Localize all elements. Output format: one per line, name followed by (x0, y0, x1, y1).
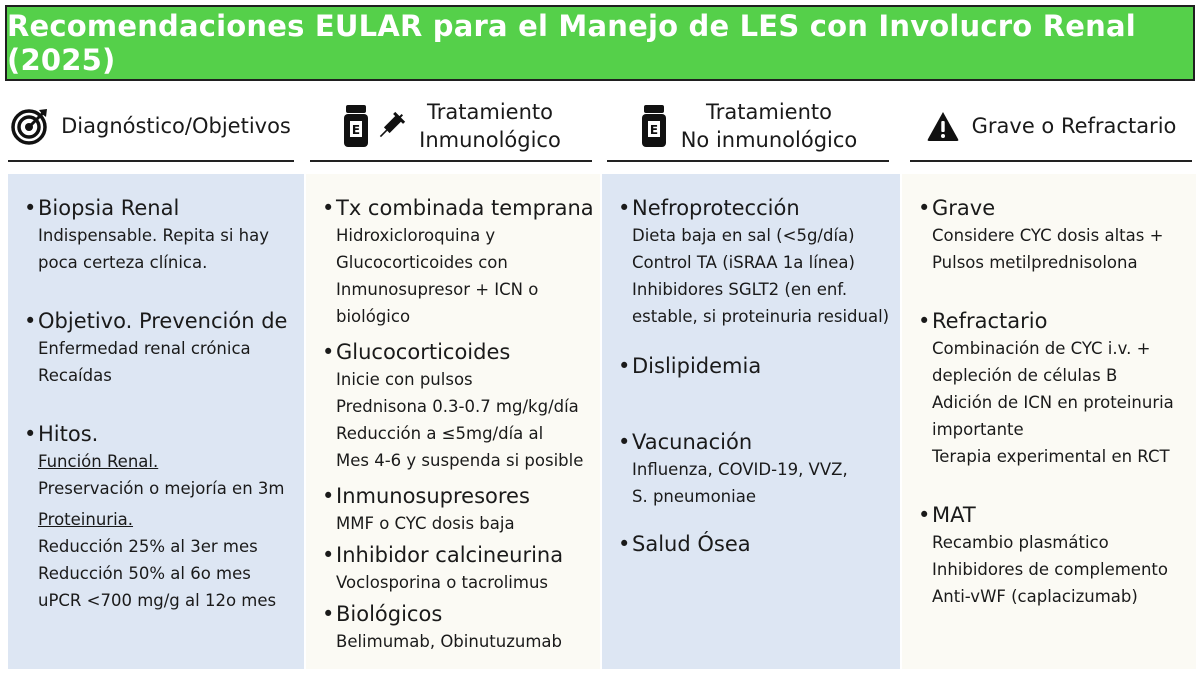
target-icon (11, 107, 49, 145)
section-objetivo: • Objetivo. Prevención de Enfermedad renal crónica Recaídas (24, 307, 304, 389)
svg-text:E: E (649, 123, 658, 137)
syringe-icon (375, 110, 407, 142)
column-title: Diagnóstico/Objetivos (61, 114, 291, 138)
section-salud-osea: • Salud Ósea (618, 530, 900, 558)
section-refractario: • Refractario Combinación de CYC i.v. + depleción de células B Adición de ICN en proteinuria importante Terapia experimental en RCT (918, 307, 1196, 470)
svg-text:E: E (352, 123, 361, 137)
column-header-tratamiento-inmunologico (310, 92, 592, 162)
panel-grave-refractario (902, 174, 1196, 669)
section-hitos: • Hitos. Función Renal. Preservación o mejoría en 3m Proteinuria. Reducción 25% al 3er mes Reducción 50% al 6o mes uPCR <700 mg/g al 12o mes (24, 420, 304, 614)
panel-tratamiento-no-inmunologico (602, 174, 900, 669)
section-tx-combinada: • Tx combinada temprana Hidroxicloroquina y Glucocorticoides con Inmunosupresor + ICN o biológico (322, 194, 600, 330)
section-grave: • Grave Considere CYC dosis altas + Pulsos metilprednisolona (918, 194, 1196, 276)
section-inhibidor-calcineurina: • Inhibidor calcineurina Voclosporina o tacrolimus (322, 541, 600, 596)
pill-bottle-icon (639, 103, 669, 149)
page-title: Recomendaciones EULAR para el Manejo de LES con Involucro Renal (2025) (7, 9, 1136, 77)
section-biopsia-renal: • Biopsia Renal Indispensable. Repita si hay poca certeza clínica. (24, 194, 304, 276)
section-mat: • MAT Recambio plasmático Inhibidores de complemento Anti-vWF (caplacizumab) (918, 501, 1196, 610)
section-inmunosupresores: • Inmunosupresores MMF o CYC dosis baja (322, 482, 600, 537)
section-dislipidemia: • Dislipidemia (618, 352, 900, 380)
pill-bottle-icon (341, 103, 371, 149)
column-header-diagnostico (8, 92, 294, 162)
column-title: Grave o Refractario (971, 114, 1177, 138)
section-biologicos: • Biológicos Belimumab, Obinutuzumab (322, 600, 600, 655)
section-nefroproteccion: • Nefroprotección Dieta baja en sal (<5g/día) Control TA (iSRAA 1a línea) Inhibidores SGLT2 (en enf. estable, si proteinuria residual) (618, 194, 900, 330)
warning-icon (926, 110, 960, 142)
title-banner (5, 5, 1195, 81)
column-title: Tratamiento Inmunológico (419, 100, 561, 152)
panel-tratamiento-inmunologico (306, 174, 600, 669)
section-glucocorticoides: • Glucocorticoides Inicie con pulsos Prednisona 0.3-0.7 mg/kg/día Reducción a ≤5mg/día al Mes 4-6 y suspenda si posible (322, 338, 600, 474)
panel-diagnostico (8, 174, 304, 669)
column-header-grave-refractario (910, 92, 1192, 162)
column-title: Tratamiento No inmunológico (680, 100, 858, 152)
column-header-tratamiento-no-inmunologico (607, 92, 889, 162)
funcion-renal-label: Función Renal. (38, 452, 159, 471)
section-vacunacion: • Vacunación Influenza, COVID-19, VVZ, S. pneumoniae (618, 428, 900, 510)
proteinuria-label: Proteinuria. (38, 510, 134, 529)
